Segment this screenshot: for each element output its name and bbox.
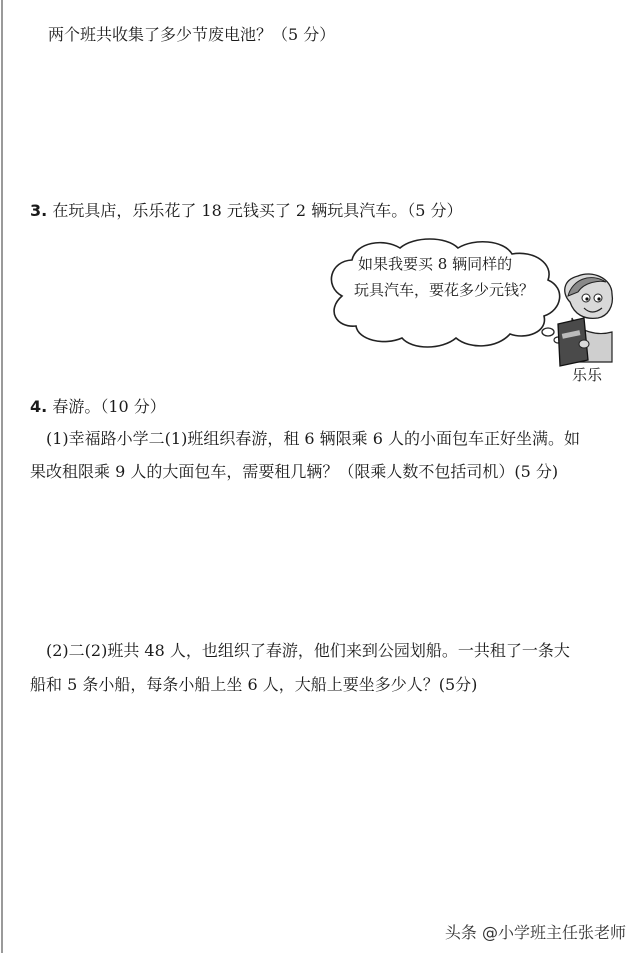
question-4-title: 春游。（10 分） xyxy=(52,397,166,416)
watermark: 头条 @小学班主任张老师 xyxy=(444,923,626,942)
question-3-text: 在玩具店，乐乐花了 18 元钱买了 2 辆玩具汽车。（5 分） xyxy=(52,201,463,220)
character-name-label: 乐乐 xyxy=(572,366,603,384)
page-edge-line xyxy=(1,0,3,953)
bubble-line-1: 如果我要买 8 辆同样的 xyxy=(358,255,513,273)
child-reading-icon xyxy=(558,274,612,366)
question-3-number: 3. xyxy=(30,201,48,220)
question-4-part-2-line-1: (2)二(2)班共 48 人，也组织了春游，他们来到公园划船。一共租了一条大 xyxy=(46,641,570,660)
question-4-part-2-line-2: 船和 5 条小船，每条小船上坐 6 人，大船上要坐多少人？(5分) xyxy=(30,675,478,694)
question-3-illustration xyxy=(322,236,622,386)
question-4-part-1-line-2: 果改租限乘 9 人的大面包车，需要租几辆？（限乘人数不包括司机）(5 分) xyxy=(30,462,559,481)
question-2-tail: 两个班共收集了多少节废电池？（5 分） xyxy=(48,25,336,44)
bubble-line-2: 玩具汽车，要花多少元钱？ xyxy=(354,281,535,299)
question-4 xyxy=(30,396,166,418)
question-3 xyxy=(30,200,462,222)
question-4-part-1-line-1: (1)幸福路小学二(1)班组织春游，租 6 辆限乘 6 人的小面包车正好坐满。如 xyxy=(46,429,581,448)
question-4-number: 4. xyxy=(30,397,48,416)
bubble-dot-large xyxy=(542,328,554,336)
